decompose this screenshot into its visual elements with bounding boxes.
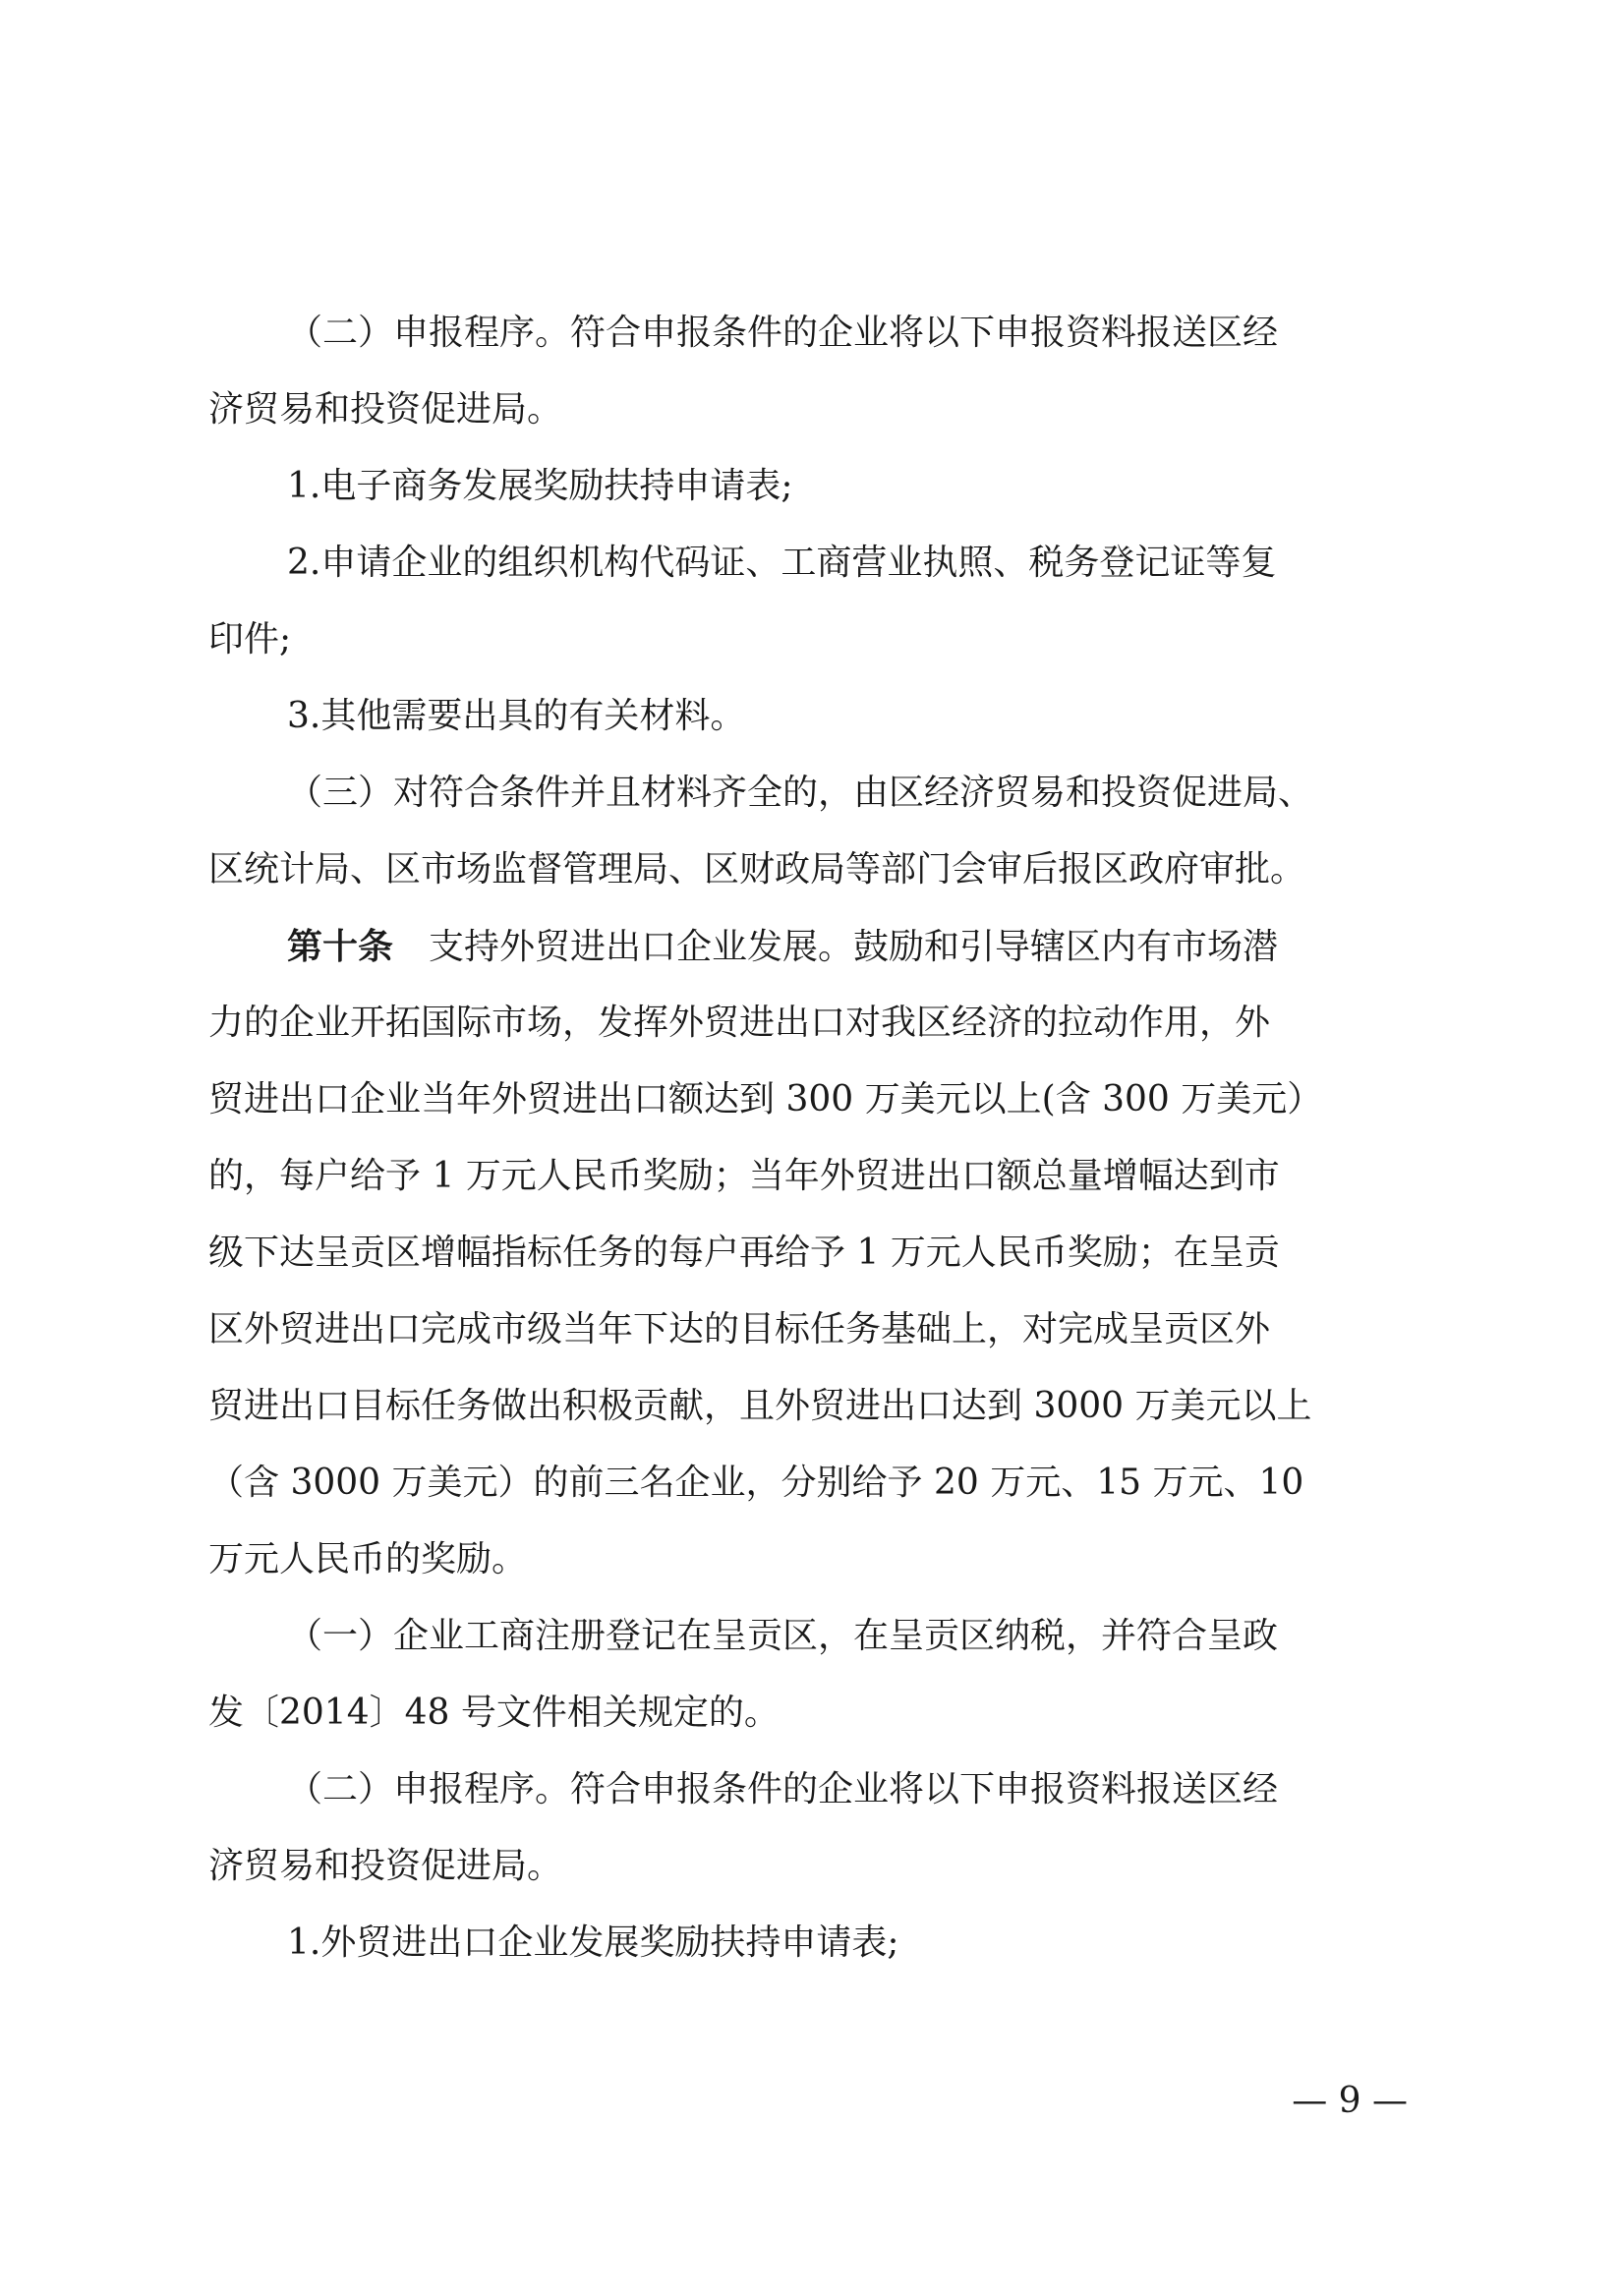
paragraph-line: （二）申报程序。符合申报条件的企业将以下申报资料报送区经 (287, 1769, 1279, 1809)
article-text: 支持外贸进出口企业发展。鼓励和引导辖区内有市场潜 (429, 927, 1279, 967)
list-item: 3.其他需要出具的有关材料。 (287, 696, 746, 736)
paragraph-line: 贸进出口企业当年外贸进出口额达到 300 万美元以上(含 300 万美元） (208, 1079, 1323, 1119)
paragraph-line: 的，每户给予 1 万元人民币奖励；当年外贸进出口额总量增幅达到市 (208, 1156, 1280, 1196)
paragraph-line: 印件; (208, 619, 292, 660)
paragraph-line: （二）申报程序。符合申报条件的企业将以下申报资料报送区经 (287, 313, 1279, 353)
paragraph-line: 济贸易和投资促进局。 (208, 389, 563, 430)
paragraph-line: 区外贸进出口完成市级当年下达的目标任务基础上，对完成呈贡区外 (208, 1309, 1271, 1349)
paragraph-line: 贸进出口目标任务做出积极贡献，且外贸进出口达到 3000 万美元以上 (208, 1386, 1312, 1426)
list-item: 1.外贸进出口企业发展奖励扶持申请表; (287, 1923, 899, 1963)
list-item: 2.申请企业的组织机构代码证、工商营业执照、税务登记证等复 (287, 543, 1277, 583)
paragraph-line: 济贸易和投资促进局。 (208, 1846, 563, 1886)
article-label: 第十条 (287, 926, 394, 967)
article-heading-line (208, 908, 1408, 985)
list-item: 1.电子商务发展奖励扶持申请表; (287, 466, 793, 506)
paragraph-line: （三）对符合条件并且材料齐全的，由区经济贸易和投资促进局、 (287, 773, 1314, 813)
document-body (208, 295, 1408, 1981)
paragraph-line: 力的企业开拓国际市场，发挥外贸进出口对我区经济的拉动作用，外 (208, 1003, 1271, 1043)
paragraph-line: （一）企业工商注册登记在呈贡区，在呈贡区纳税，并符合呈政 (287, 1616, 1279, 1656)
page-number: — 9 — (1292, 2081, 1408, 2121)
paragraph-line: 万元人民币的奖励。 (208, 1539, 528, 1579)
paragraph-line: （含 3000 万美元）的前三名企业，分别给予 20 万元、15 万元、10 (208, 1463, 1304, 1503)
paragraph-line: 区统计局、区市场监督管理局、区财政局等部门会审后报区政府审批。 (208, 849, 1306, 890)
paragraph-line: 发〔2014〕48 号文件相关规定的。 (208, 1693, 780, 1733)
paragraph-line: 级下达呈贡区增幅指标任务的每户再给予 1 万元人民币奖励；在呈贡 (208, 1233, 1280, 1273)
